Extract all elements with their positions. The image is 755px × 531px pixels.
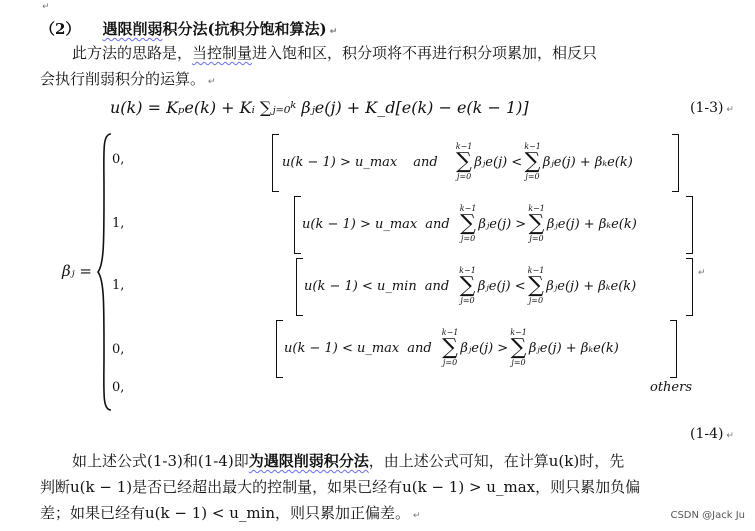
- intro-line-2: 会执行削弱积分的运算。 ↵: [40, 70, 216, 88]
- cases-brace: [96, 132, 114, 412]
- intro-line-1: 此方法的思路是，当控制量进入饱和区，积分项将不再进行积分项累加，相反只: [72, 44, 598, 62]
- case-value-1: 0,: [112, 152, 125, 167]
- section-title-part-2: 积分法(抗积分饱和算法): [162, 20, 327, 38]
- case-value-2: 1,: [112, 216, 125, 231]
- section-number: （2）: [40, 20, 81, 38]
- section-title-part-1: 遇限削弱: [102, 20, 163, 38]
- case-value-3: 1,: [112, 278, 125, 293]
- case-condition-2: u(k − 1) > u_max and k−1 ∑ j=0 βⱼe(j) > k−1 ∑ j=0 βⱼe(j) + βₖe(k): [302, 204, 637, 243]
- explain-line-2: 判断u(k − 1)是否已经超出最大的控制量，如果已经有u(k − 1) > u_max，则只累加负偏: [40, 478, 641, 496]
- explain-line-1: 如上述公式(1-3)和(1-4)即为遇限削弱积分法，由上述公式可知，在计算u(k)时，先: [72, 452, 625, 470]
- equation-1-3: u(k) = Kₚe(k) + Kᵢ ∑ⱼ₌₀ᵏ βⱼe(j) + K_d[e(k) − e(k − 1)]: [110, 98, 529, 117]
- case-condition-1: u(k − 1) > u_max and k−1 ∑ j=0 βⱼe(j) < k−1 ∑ j=0 βⱼe(j) + βₖe(k): [282, 142, 633, 181]
- paragraph-mark: ↵: [42, 2, 50, 12]
- explain-line-3: 差；如果已经有u(k − 1) < u_min，则只累加正偏差。 ↵: [40, 504, 421, 522]
- equation-1-4-number: (1-4) ↵: [690, 426, 734, 442]
- case-value-5: 0,: [112, 380, 125, 395]
- equation-1-4-lhs: βⱼ =: [62, 262, 92, 280]
- case-others: others: [650, 380, 693, 395]
- section-heading: （2） 遇限削弱积分法(抗积分饱和算法) ↵: [40, 20, 338, 38]
- case-condition-4: u(k − 1) < u_max and k−1 ∑ j=0 βⱼe(j) > k−1 ∑ j=0 βⱼe(j) + βₖe(k): [284, 328, 619, 367]
- watermark: CSDN @Jack Ju: [670, 510, 745, 521]
- case-condition-3: u(k − 1) < u_min and k−1 ∑ j=0 βⱼe(j) < k−1 ∑ j=0 βⱼe(j) + βₖe(k): [304, 266, 637, 305]
- case-value-4: 0,: [112, 342, 125, 357]
- equation-1-3-number: (1-3) ↵: [690, 100, 734, 116]
